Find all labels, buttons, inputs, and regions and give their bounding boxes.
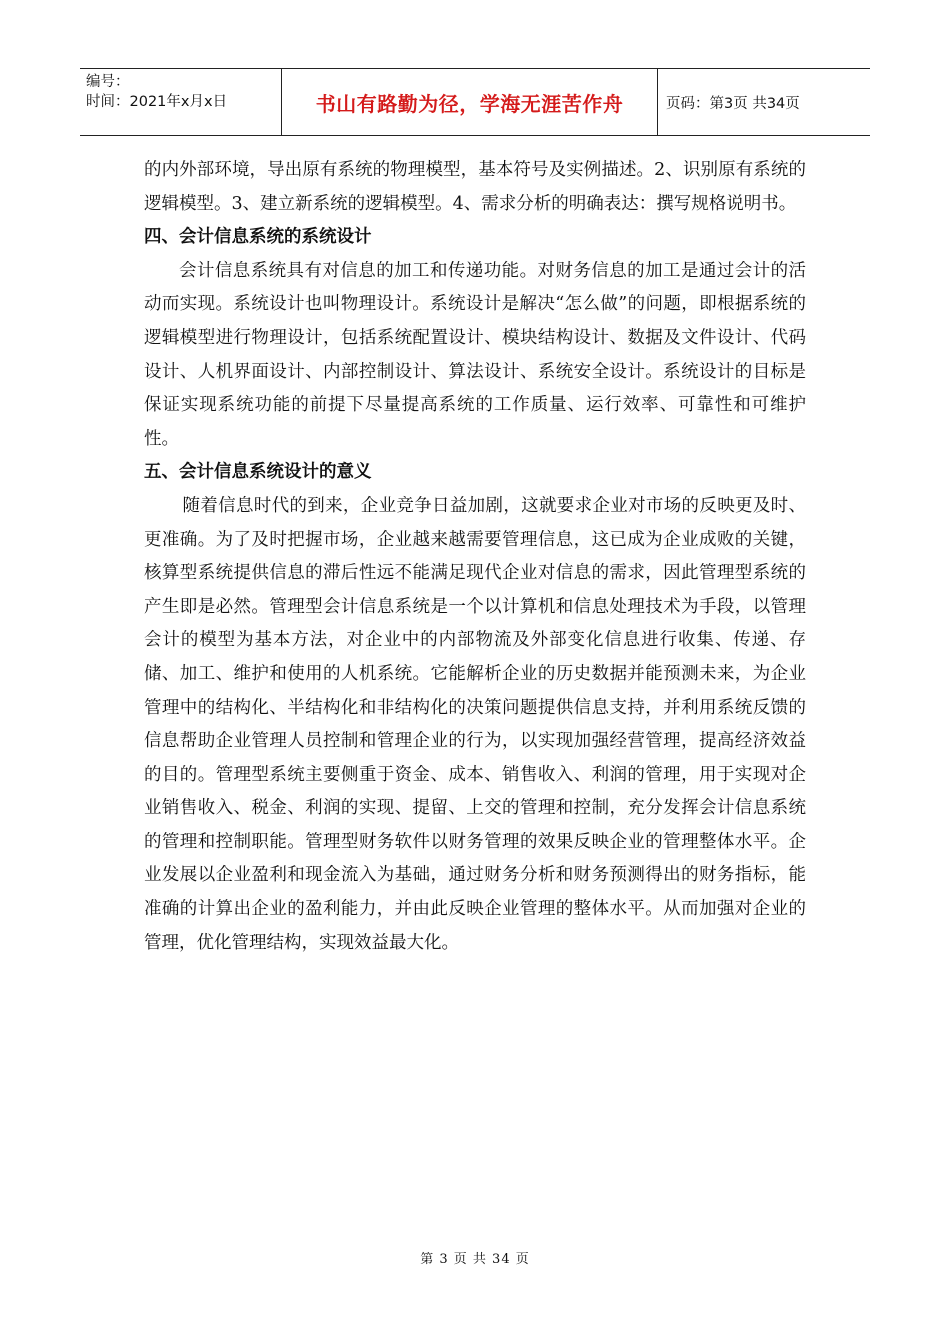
document-body [144,154,806,960]
page-footer: 第 3 页 共 34 页 [420,1252,530,1267]
paragraph-system-design: 会计信息系统具有对信息的加工和传递功能。对财务信息的加工是通过会计的活动而实现。系统设计也叫物理设计。系统设计是解决“怎么做”的问题，即根据系统的逻辑模型进行物理设计，包括系统配置设计、模块结构设计、数据及文件设计、代码设计、人机界面设计、内部控制设计、算法设计、系统安全设计。系统设计的目标是保证实现系统功能的前提下尽量提高系统的工作质量、运行效率、可靠性和可维护性。 [144,260,806,449]
header-motto: 书山有路勤为径，学海无涯苦作舟 [282,69,658,135]
section-heading-4: 四、会计信息系统的系统设计 [144,227,372,248]
paragraph-design-significance: 随着信息时代的到来，企业竞争日益加剧，这就要求企业对市场的反映更及时、更准确。为了及时把握市场，企业越来越需要管理信息，这已成为企业成败的关键，核算型系统提供信息的滞后性远不能满足现代企业对信息的需求，因此管理型系统的产生即是必然。管理型会计信息系统是一个以计算机和信息处理技术为手段，以管理会计的模型为基本方法，对企业中的内部物流及外部变化信息进行收集、传递、存储、加工、维护和使用的人机系统。它能解析企业的历史数据并能预测未来，为企业管理中的结构化、半结构化和非结构化的决策问题提供信息支持，并利用系统反馈的信息帮助企业管理人员控制和管理企业的行为，以实现加强经营管理，提高经济效益的目的。管理型系统主要侧重于资金、成本、销售收入、利润的管理，用于实现对企业销售收入、税金、利润的实现、提留、上交的管理和控制，充分发挥会计信息系统的管理和控制职能。管理型财务软件以财务管理的效果反映企业的管理整体水平。企业发展以企业盈利和现金流入为基础，通过财务分析和财务预测得出的财务指标，能准确的计算出企业的盈利能力，并由此反映企业管理的整体水平。从而加强对企业的管理，优化管理结构，实现效益最大化。 [144,495,806,953]
document-number-label: 编号： [86,74,130,90]
section-heading-5: 五、会计信息系统设计的意义 [144,462,372,483]
header-page-info: 页码：第3页 共34页 [666,95,800,112]
header-meta [80,69,282,135]
paragraph-continued: 的内外部环境，导出原有系统的物理模型，基本符号及实例描述。2、识别原有系统的逻辑模型。3、建立新系统的逻辑模型。4、需求分析的明确表达：撰写规格说明书。 [144,160,806,214]
document-date: 时间：2021年x月x日 [86,94,228,110]
page-header [80,68,870,136]
